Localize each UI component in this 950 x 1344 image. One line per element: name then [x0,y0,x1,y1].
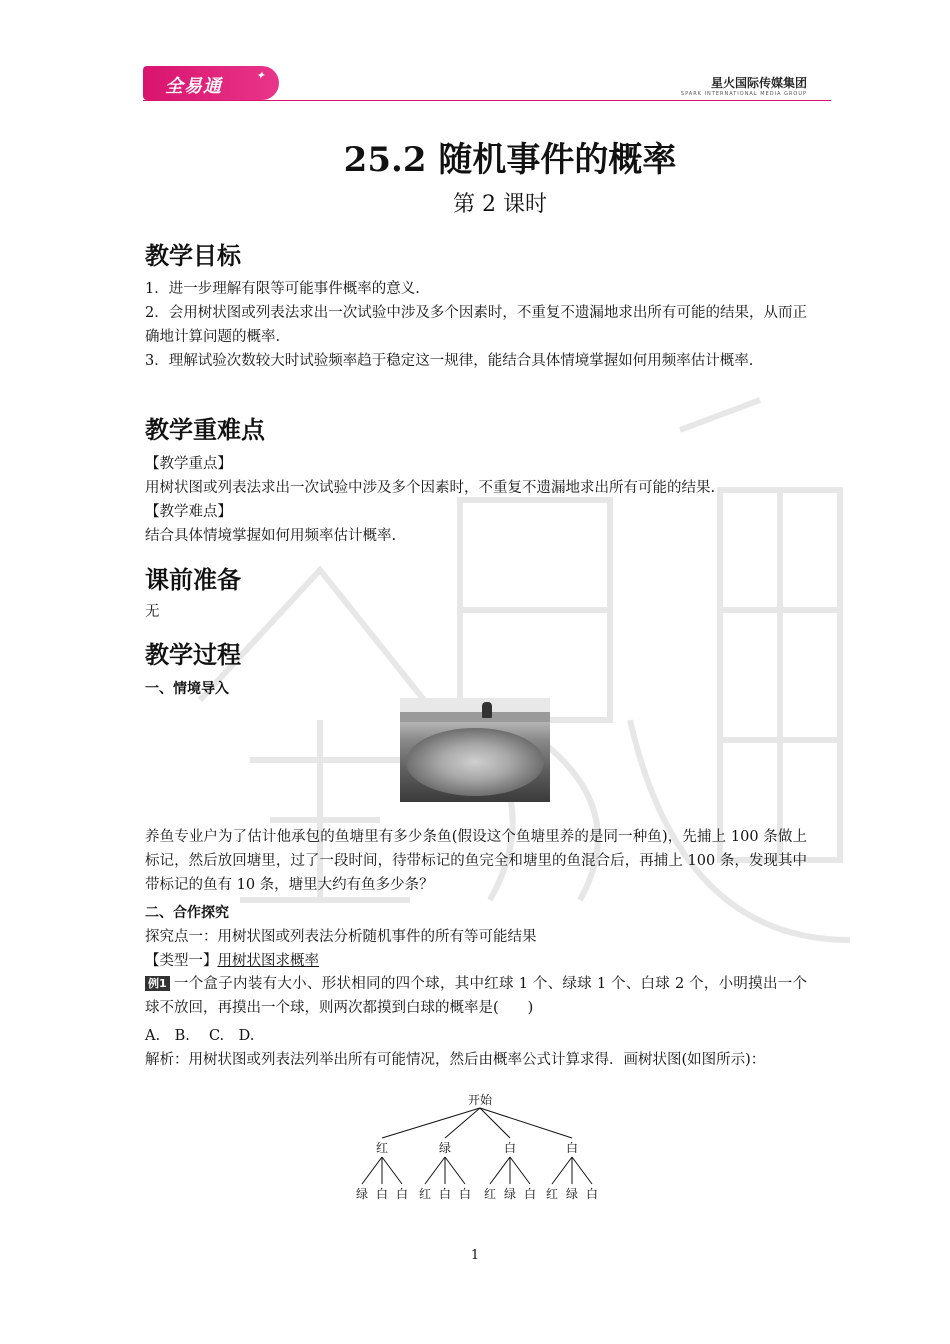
tree-level2-label: 绿 [503,1187,517,1201]
subsection-heading-explore: 二、合作探究 [145,905,229,921]
type-label: 【类型一】 [145,953,218,969]
analysis-text: 解析：用树状图或列表法列举出所有可能情况，然后由概率公式计算求得．画树状图(如图所示)： [145,1052,766,1068]
difficulty-label: 【教学难点】 [145,504,232,520]
tree-level1-label: 白 [503,1141,517,1155]
tree-branch [362,1157,382,1184]
tree-level2-label: 白 [395,1187,409,1201]
fish-pond-photo [400,698,550,802]
tree-branch [510,1157,530,1184]
explore-point: 探究点一：用树状图或列表法分析随机事件的所有等可能结果 [145,929,537,945]
tree-branch [445,1157,465,1184]
brand-logo [143,66,279,100]
intro-text: 养鱼专业户为了估计他承包的鱼塘里有多少条鱼(假设这个鱼塘里养的是同一种鱼)，先捕上 100 条做上标记，然后放回塘里，过了一段时间，待带标记的鱼完全和塘里的鱼混合后，再捕上 100 条，发现其中带标记的鱼有 10 条，塘里大约有鱼多少条？ [145,829,807,893]
tree-branch [572,1157,592,1184]
goal-item: 2．会用树状图或列表法求出一次试验中涉及多个因素时，不重复不遗漏地求出所有可能的结果，从而正确地计算问题的概率. [145,305,807,345]
tree-level2-label: 红 [483,1187,497,1201]
tree-root-label: 开始 [467,1093,493,1107]
focus-text: 用树状图或列表法求出一次试验中涉及多个因素时，不重复不遗漏地求出所有可能的结果. [145,480,716,496]
publisher-name-cn: 星火国际传媒集团 [710,76,807,90]
type-heading [145,949,807,973]
tree-branch [490,1157,510,1184]
subsection-heading-intro: 一、情境导入 [145,681,229,697]
tree-diagram [340,1090,620,1208]
tree-level2-label: 白 [585,1187,599,1201]
tree-branch [552,1157,572,1184]
goal-item: 3．理解试验次数较大时试验频率趋于稳定这一规律，能结合具体情境掌握如何用频率估计概率. [145,353,754,369]
tree-level2-label: 绿 [565,1187,579,1201]
difficulty-text: 结合具体情境掌握如何用频率估计概率. [145,528,397,544]
publisher-name-en: SPARK INTERNATIONAL MEDIA GROUP [680,91,807,97]
tree-level2-label: 白 [458,1187,472,1201]
tree-level2-label: 白 [438,1187,452,1201]
section-heading-goals: 教学目标 [145,242,241,270]
tree-level1-label: 红 [375,1141,389,1155]
answer-options: A. B. C. D. [145,1028,255,1044]
example-text: 一个盒子内装有大小、形状相同的四个球，其中红球 1 个、绿球 1 个、白球 2 个，小明摸出一个球不放回，再摸出一个球，则两次都摸到白球的概率是( ) [145,976,807,1016]
example-paragraph [145,972,807,1020]
tree-branch [425,1157,445,1184]
page-title: 25.2 随机事件的概率 [343,140,677,180]
brand-name: 全易通 [165,76,222,97]
tree-branch [445,1108,480,1138]
type-title: 用树状图求概率 [217,953,319,969]
tree-level1-label: 白 [565,1141,579,1155]
tree-branch [480,1108,572,1138]
goal-item: 1．进一步理解有限等可能事件概率的意义. [145,281,420,297]
tree-level2-label: 红 [418,1187,432,1201]
focus-label: 【教学重点】 [145,456,232,472]
page-subtitle: 第 2 课时 [453,192,547,217]
publisher-logo [681,74,807,97]
tree-level1-label: 绿 [438,1141,452,1155]
tree-level2-label: 红 [545,1187,559,1201]
tree-level2-label: 绿 [355,1187,369,1201]
page-number: 1 [470,1248,480,1263]
tree-level2-label: 白 [523,1187,537,1201]
tree-level2-label: 白 [375,1187,389,1201]
header-divider [143,100,831,101]
example-badge: 例1 [145,976,170,991]
tree-branch [382,1157,402,1184]
section-heading-prep: 课前准备 [145,566,241,594]
section-heading-process: 教学过程 [145,641,241,669]
tree-branch [382,1108,480,1138]
prep-text: 无 [145,604,160,620]
sparkle-icon: ✦ [255,69,265,82]
section-heading-key-points: 教学重难点 [145,416,265,444]
